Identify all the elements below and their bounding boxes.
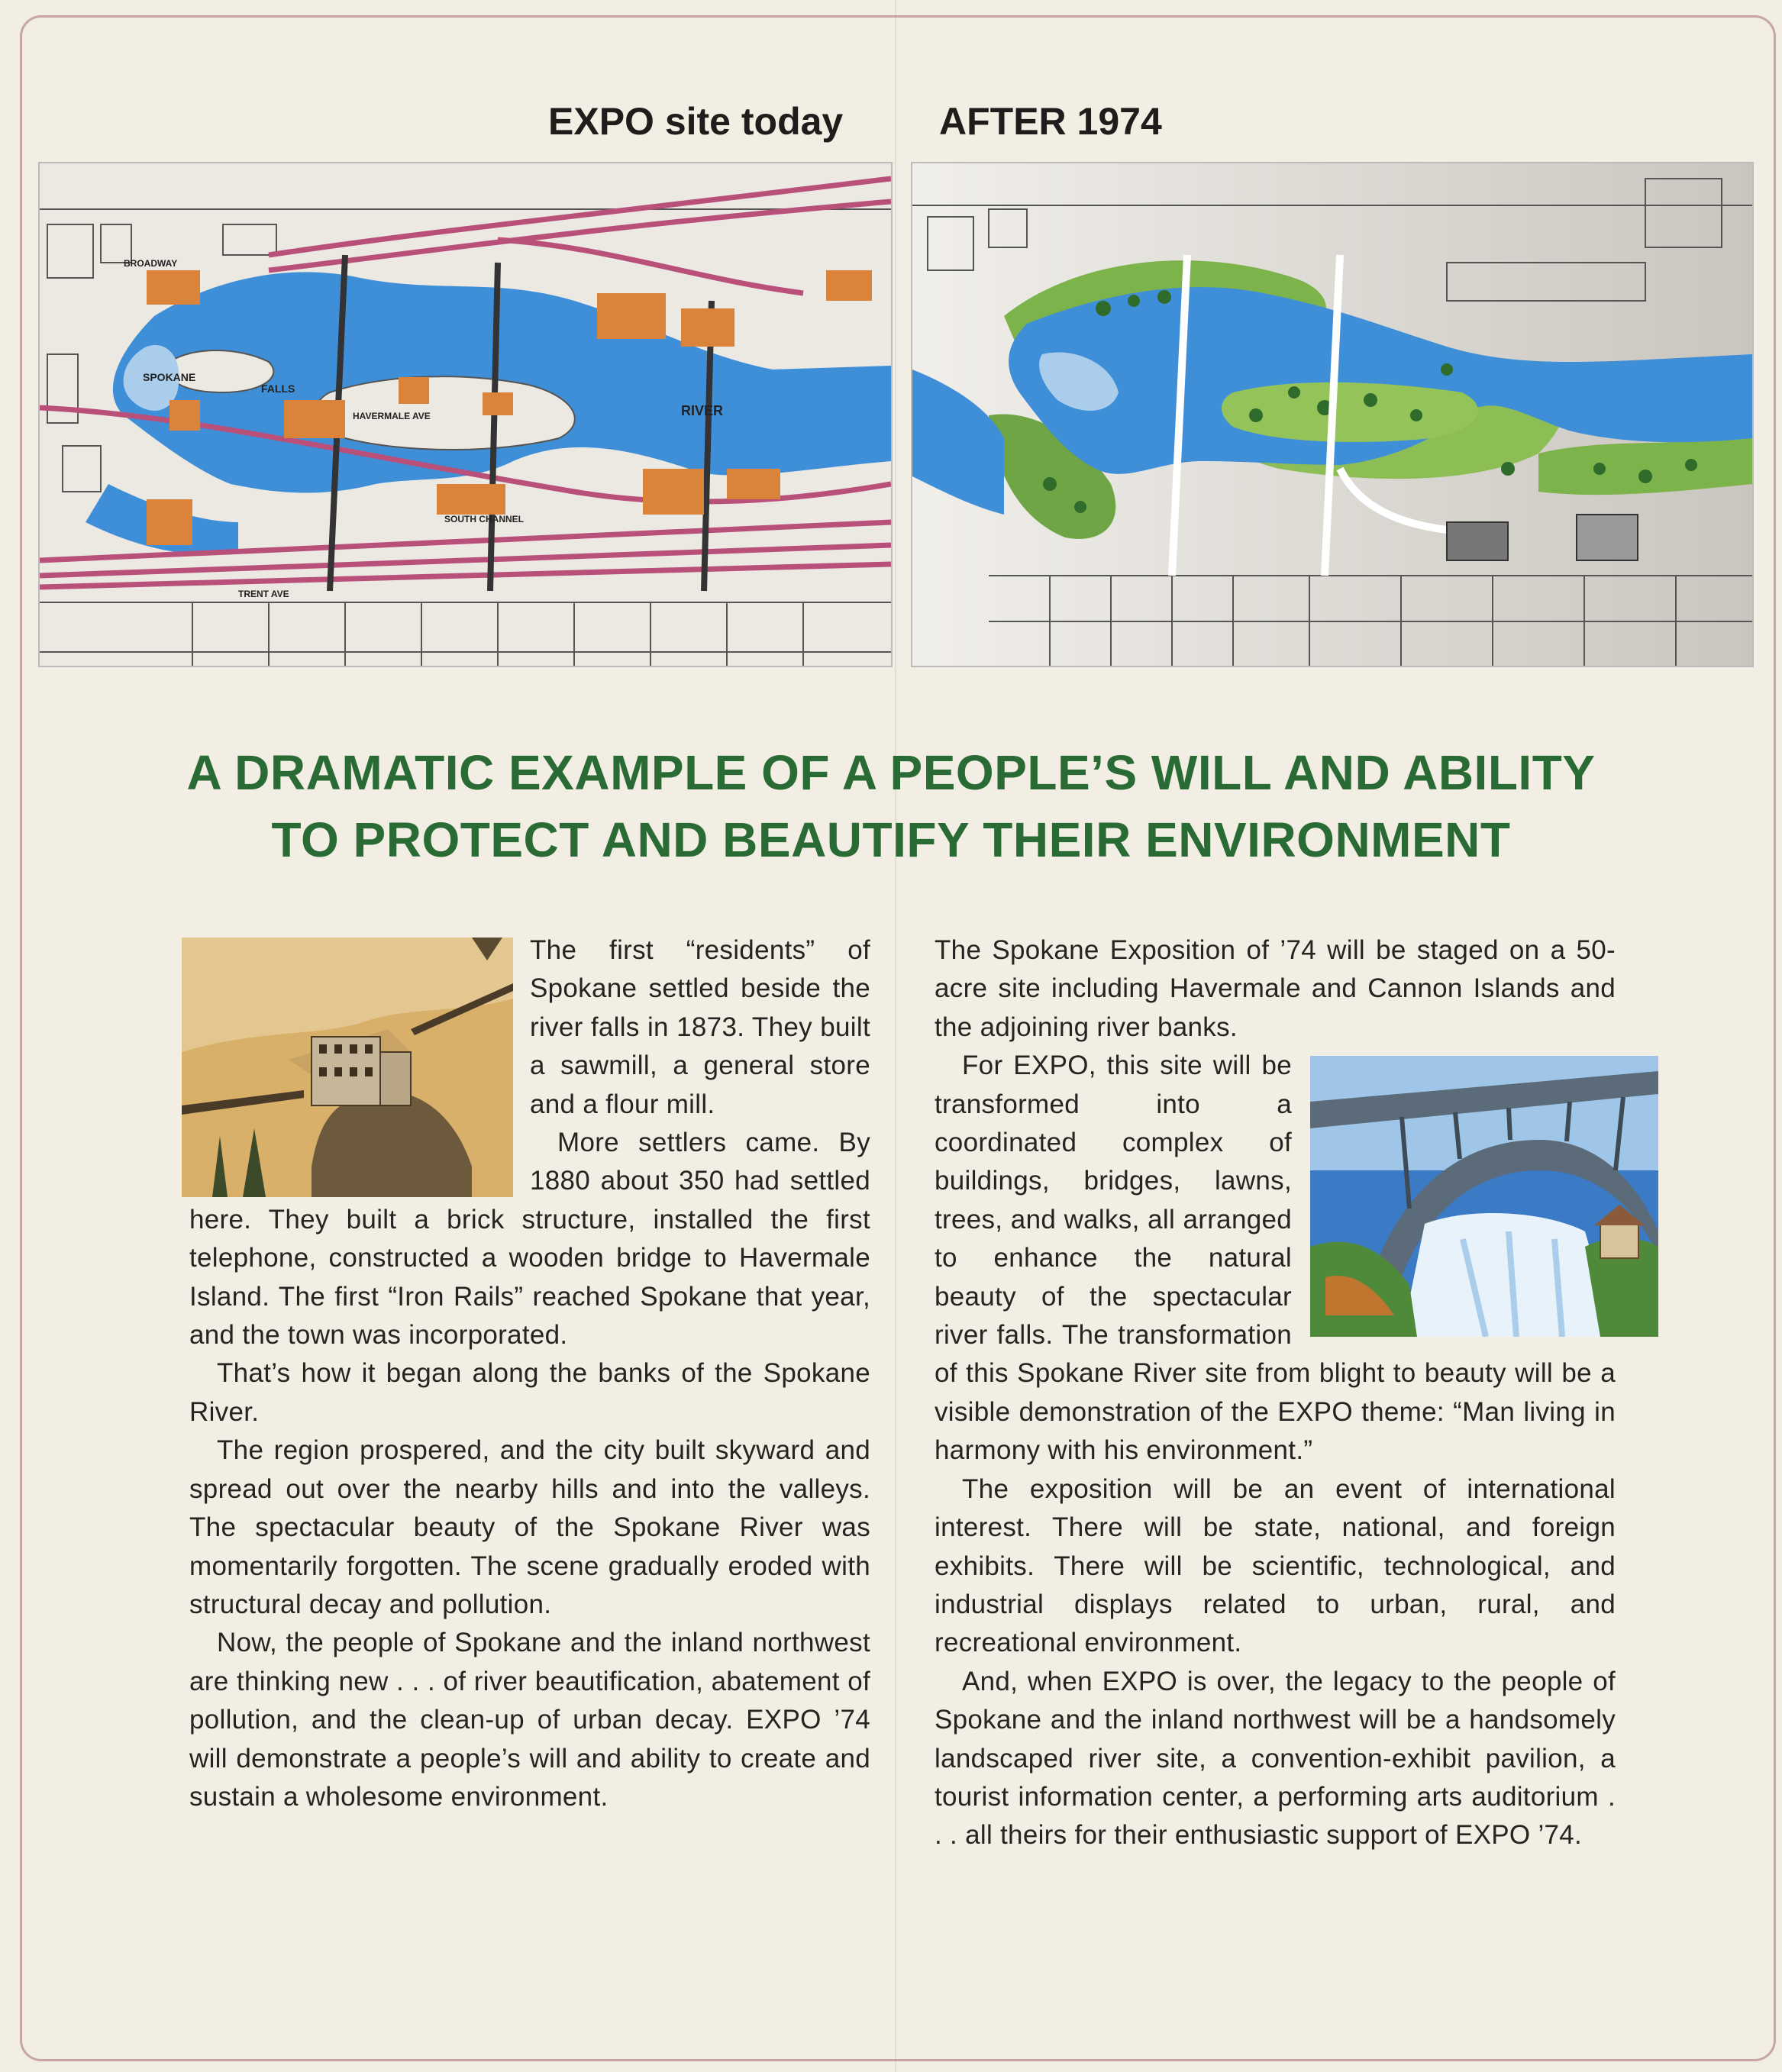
map-label-river: RIVER	[681, 403, 724, 418]
left-paragraph-5: Now, the people of Spokane and the inland northwest are thinking new . . . of river beautification, abatement of pollution, and the clean-up of urban decay. EXPO ’74 will demonstrate a people’s will and ability to create and sustain a wholesome environment.	[189, 1628, 870, 1812]
map-before-heading: EXPO site today	[548, 100, 844, 143]
bridge-falls-illustration	[1310, 1056, 1658, 1337]
map-label-south-channel: SOUTH CHANNEL	[444, 514, 524, 524]
map-label-havermale: HAVERMALE AVE	[353, 411, 431, 421]
headline	[61, 739, 1721, 873]
headline-line-1: A DRAMATIC EXAMPLE OF A PEOPLE’S WILL AND ABILITY	[186, 745, 1596, 800]
headline-line-2: TO PROTECT AND BEAUTIFY THEIR ENVIRONMENT	[271, 812, 1511, 867]
left-paragraph-3: That’s how it began along the banks of the Spokane River.	[189, 1358, 870, 1427]
left-paragraph-4: The region prospered, and the city built skyward and spread out over the nearby hills and into the valleys. The spectacular beauty of the Spokane River was momentarily forgotten. The scene gradually eroded with structural decay and pollution.	[189, 1435, 870, 1619]
left-paragraph-2: More settlers came. By 1880 about 350 had settled here. They built a brick structure, installed the first telephone, constructed a wooden bridge to Havermale Island. The first “Iron Rails” reached Spokane that year, and the town was incorporated.	[189, 1128, 870, 1351]
map-after-image	[911, 162, 1754, 667]
map-after-heading: AFTER 1974	[939, 100, 1162, 143]
right-text-column	[935, 931, 1616, 1855]
right-paragraph-1: The Spokane Exposition of ’74 will be staged on a 50-acre site including Havermale and Cannon Islands and the adjoining river banks.	[935, 935, 1616, 1042]
map-label-broadway: BROADWAY	[124, 258, 178, 269]
map-label-falls: FALLS	[261, 382, 295, 395]
map-label-trent: TRENT AVE	[238, 589, 289, 599]
old-spokane-illustration	[182, 938, 513, 1197]
right-paragraph-2: For EXPO, this site will be transformed into a coordinated complex of buildings, bridges, lawns, trees, and walks, all arranged to enhance the natural beauty of the spectacular river falls. The transformation of this Spokane River site from blight to beauty will be a visible demonstration of the EXPO theme: “Man living in harmony with his environment.”	[935, 1051, 1616, 1466]
left-paragraph-1: The first “residents” of Spokane settled beside the river falls in 1873. They built a sawmill, a general store and a flour mill.	[530, 935, 870, 1119]
map-before-image	[38, 162, 893, 667]
right-paragraph-3: The exposition will be an event of international interest. There will be state, national, and foreign exhibits. There will be scientific, technological, and industrial displays related to urban, rural, and recreational environment.	[935, 1473, 1616, 1658]
right-paragraph-4: And, when EXPO is over, the legacy to the people of Spokane and the inland northwest will be a handsomely landscaped river site, a convention-exhibit pavilion, a tourist information center, a performing arts auditorium . . . all theirs for their enthusiastic support of EXPO ’74.	[935, 1666, 1616, 1851]
left-text-column	[189, 931, 870, 1816]
map-label-spokane: SPOKANE	[143, 371, 196, 383]
center-fold	[895, 0, 896, 2072]
